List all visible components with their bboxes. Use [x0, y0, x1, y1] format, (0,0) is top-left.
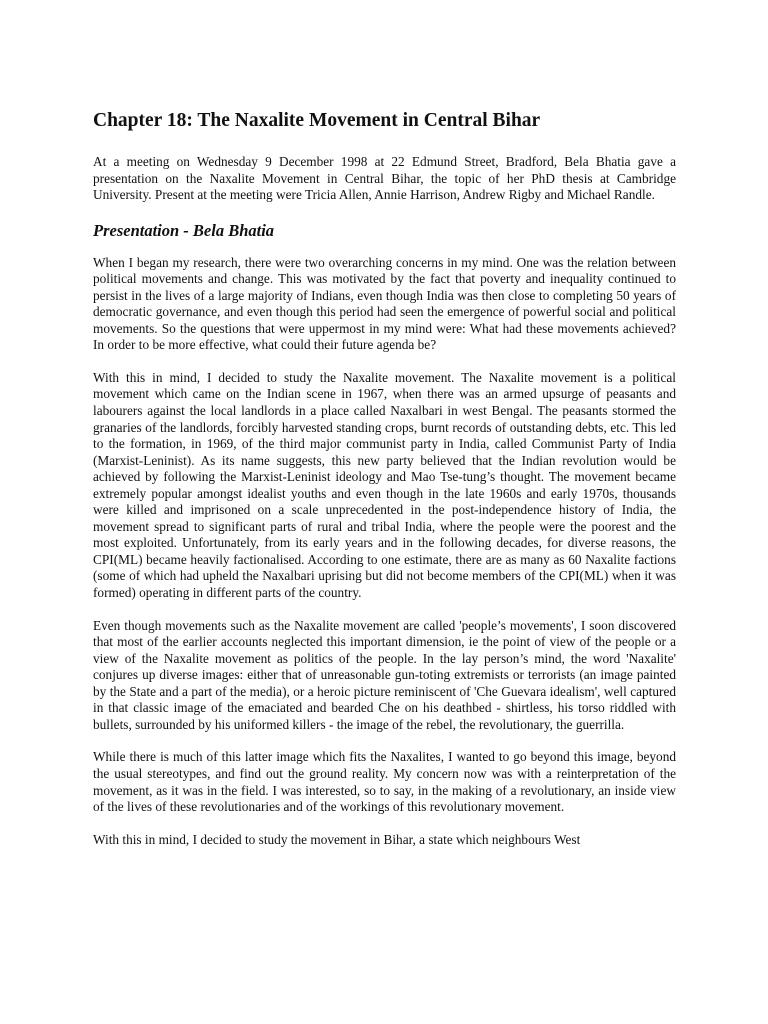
chapter-title: Chapter 18: The Naxalite Movement in Central Bihar	[93, 110, 541, 131]
body-paragraph-3: Even though movements such as the Naxalite movement are called 'people’s movements', I soon discovered that most of the earlier accounts neglected this important dimension, ie the point of view of the people or a view of the Naxalite movement as politics of the people. In the lay person’s mind, the word 'Naxalite' conjures up diverse images: either that of unreasonable gun-toting extremists or terrorists (an image painted by the State and a part of the media), or a heroic picture reminiscent of 'Che Guevara idealism', well captured in that classic image of the emaciated and bearded Che on his deathbed - shirtless, his torso riddled with bullets, surrounded by his uniformed killers - the image of the rebel, the revolutionary, the guerrilla.	[93, 617, 676, 732]
section-heading: Presentation - Bela Bhatia	[93, 220, 275, 240]
intro-paragraph: At a meeting on Wednesday 9 December 1998 at 22 Edmund Street, Bradford, Bela Bhatia gave a presentation on the Naxalite Movement in Central Bihar, the topic of her PhD thesis at Cambridge University. Present at the meeting were Tricia Allen, Annie Harrison, Andrew Rigby and Michael Randle.	[93, 154, 676, 203]
body-paragraph-1: When I began my research, there were two overarching concerns in my mind. One was the relation between political movements and change. This was motivated by the fact that poverty and inequality continued to persist in the lives of a large majority of Indians, even though India was then close to completing 50 years of democratic governance, and even though this period had seen the emergence of powerful social and political movements. So the questions that were uppermost in my mind were: What had these movements achieved? In order to be more effective, what could their future agenda be?	[93, 254, 676, 353]
body-paragraph-4: While there is much of this latter image which fits the Naxalites, I wanted to go beyond this image, beyond the usual stereotypes, and find out the ground reality. My concern now was with a reinterpretation of the movement, as it was in the field. I was interested, so to say, in the making of a revolutionary, an inside view of the lives of these revolutionaries and of the workings of this revolutionary movement.	[93, 749, 676, 815]
body-paragraph-5: With this in mind, I decided to study the movement in Bihar, a state which neighbours West	[93, 831, 581, 847]
body-paragraph-2: With this in mind, I decided to study the Naxalite movement. The Naxalite movement is a political movement which came on the Indian scene in 1967, when there was an armed upsurge of peasants and labourers against the local landlords in a place called Naxalbari in west Bengal. The peasants stormed the granaries of the landlords, forcibly harvested standing crops, burnt records of outstanding debts, etc. This led to the formation, in 1969, of the third major communist party in India, called Communist Party of India (Marxist-Leninist). As its name suggests, this new party believed that the Indian revolution would be achieved by following the Marxist-Leninist ideology and Mao Tse-tung’s thought. The movement became extremely popular amongst idealist youths and even though in the late 1960s and early 1970s, thousands were killed and imprisoned on a scale unprecedented in the post-independence history of India, the movement spread to significant parts of rural and tribal India, where the people were the poorest and the most exploited. Unfortunately, from its early years and in the following decades, for diverse reasons, the CPI(ML) became heavily factionalised. According to one estimate, there are as many as 60 Naxalite factions (some of which had upheld the Naxalbari uprising but did not become members of the CPI(ML) when it was formed) operating in different parts of the country.	[93, 369, 676, 601]
page-content	[93, 108, 676, 864]
